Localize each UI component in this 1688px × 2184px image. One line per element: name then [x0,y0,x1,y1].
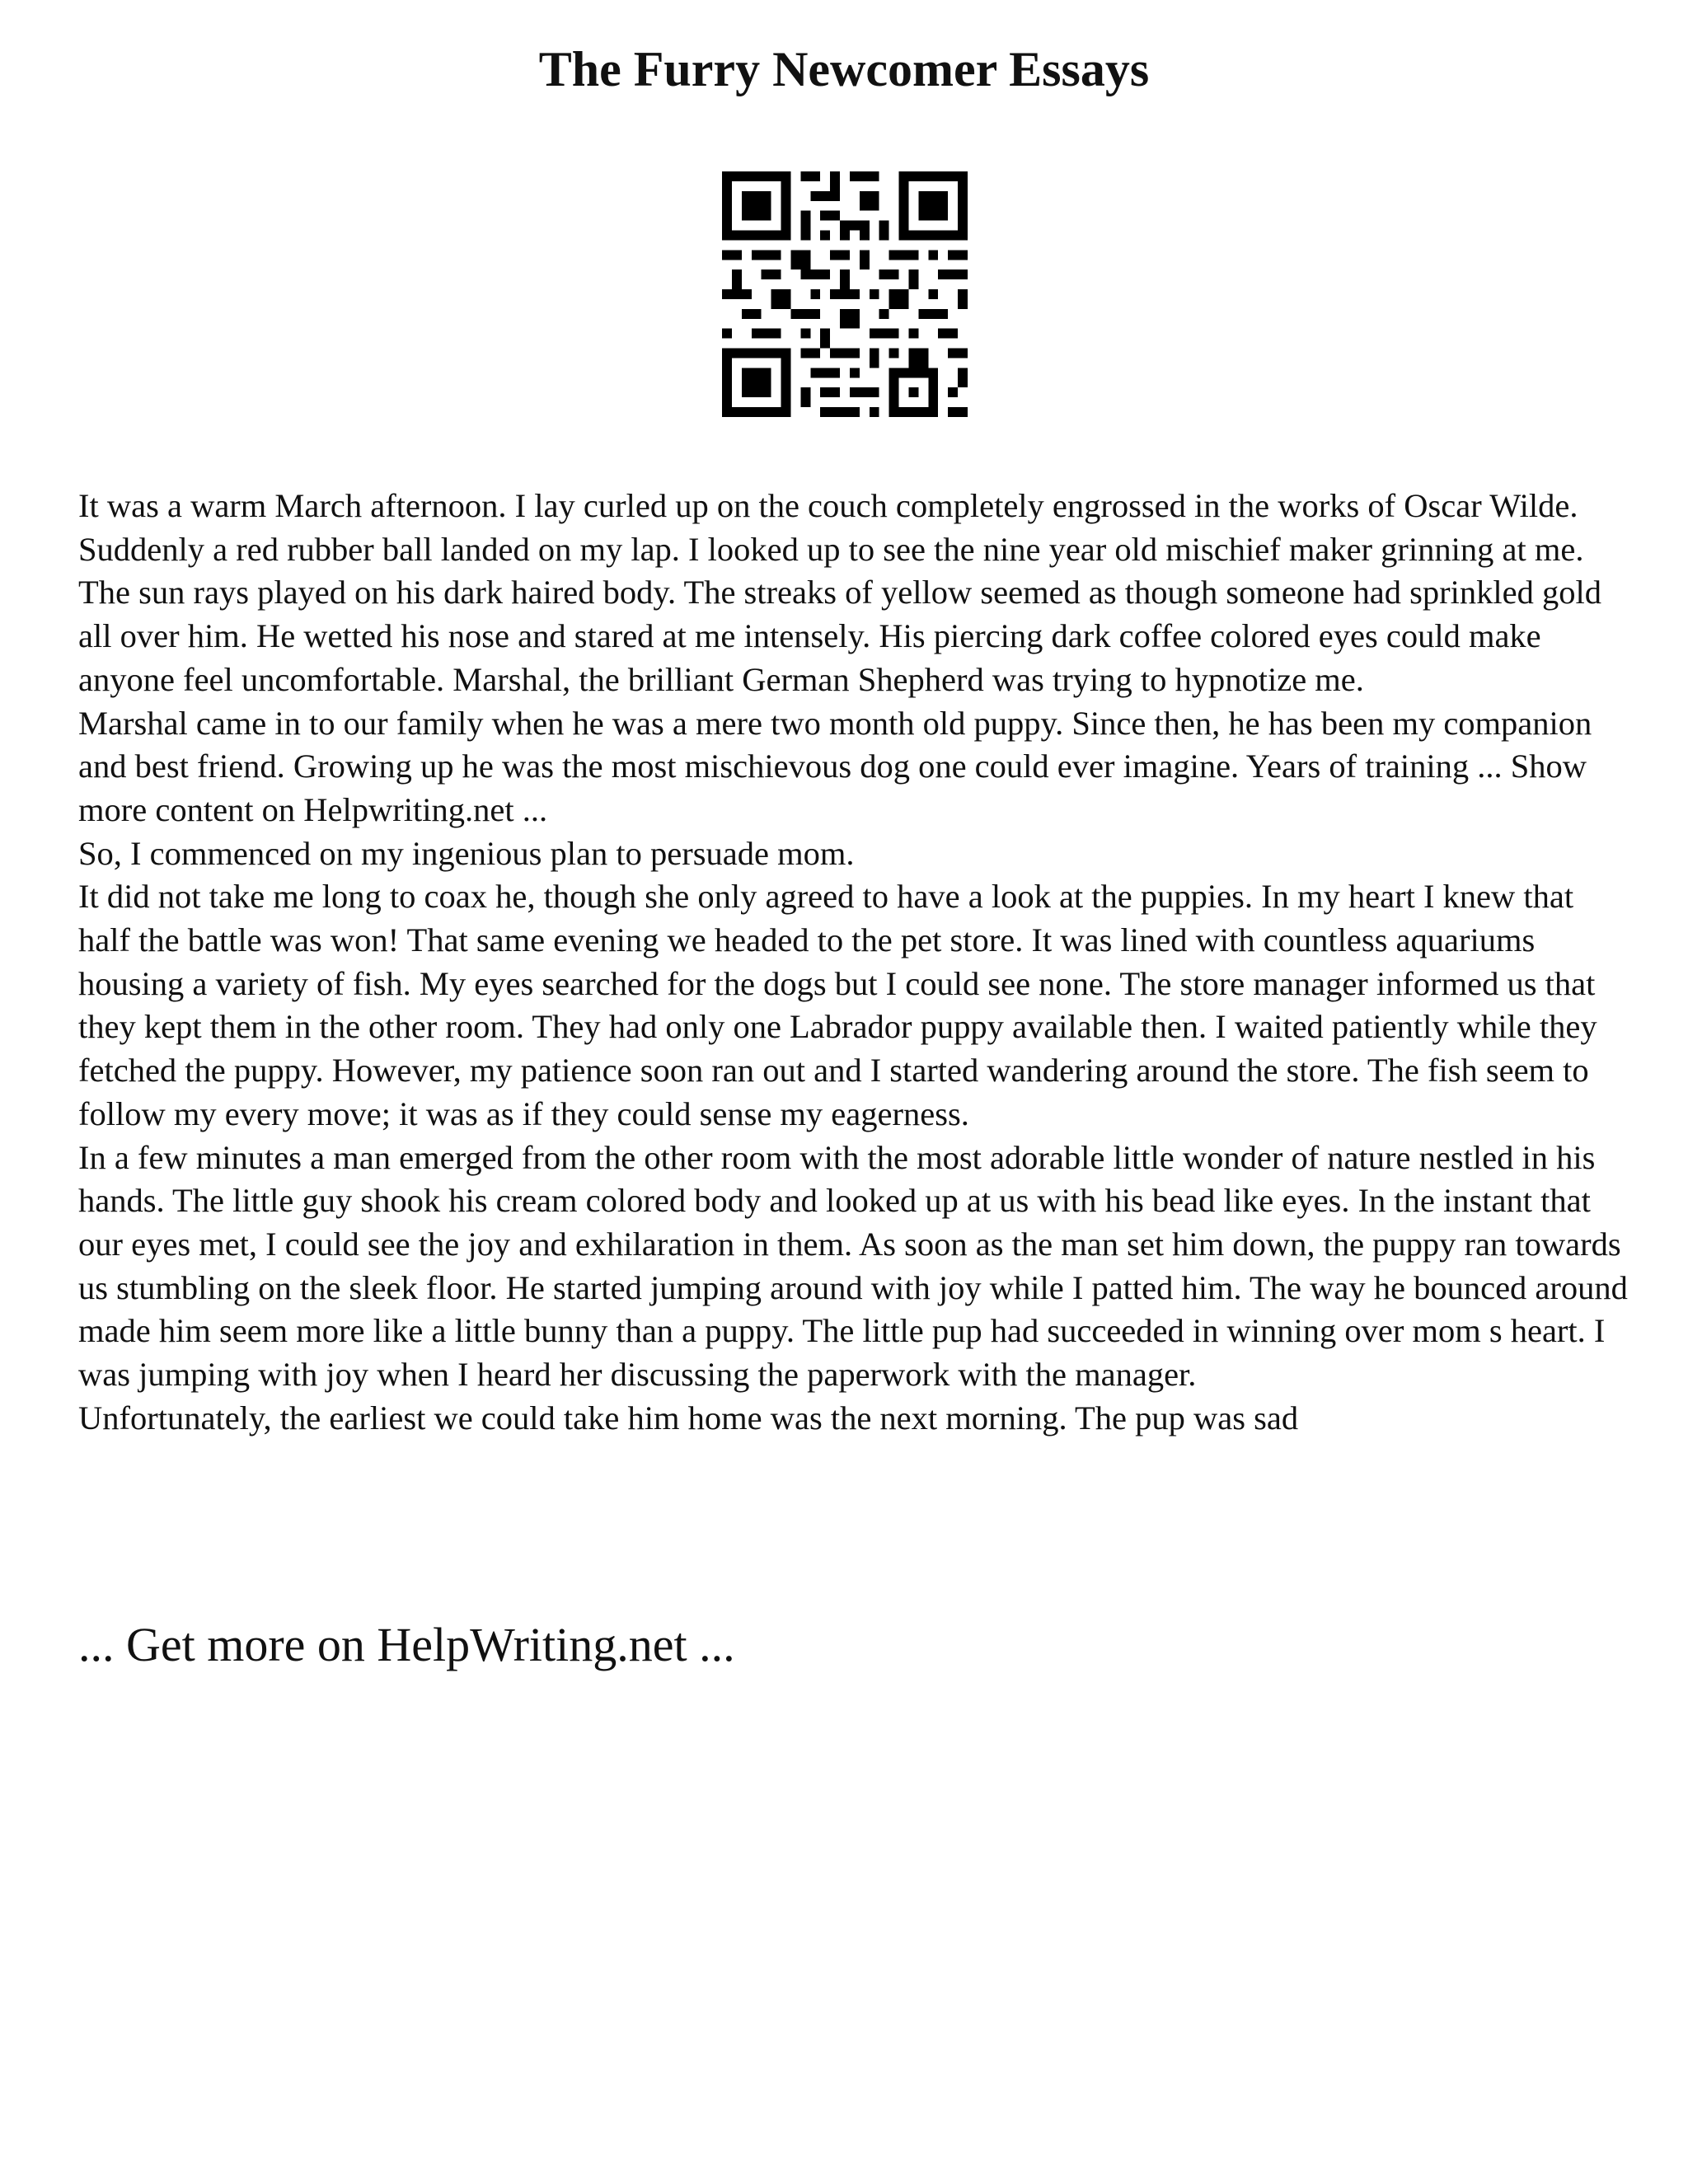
paragraph: In a few minutes a man emerged from the other room with the most adorable little wonder of nature nestled in his hands. The little guy shook his cream colored body and looked up at us with his bead like eyes. In the instant that our eyes met, I could see the joy and exhilaration in them. As soon as the man set him down, the puppy ran towards us stumbling on the sleek floor. He started jumping around with joy while I patted him. The way he bounced around made him seem more like a little bunny than a puppy. The little pup had succeeded in winning over mom s heart. I was jumping with joy when I heard her discussing the paperwork with the manager. [78,1138,1628,1394]
qr-code-icon [722,171,968,417]
paragraph: It was a warm March afternoon. I lay curled up on the couch completely engrossed in the works of Oscar Wilde. Suddenly a red rubber ball landed on my lap. I looked up to see the nine year old mischief maker grinning at me. The sun rays played on his dark haired body. The streaks of yellow seemed as though someone had sprinkled gold all over him. He wetted his nose and stared at me intensely. His piercing dark coffee colored eyes could make anyone feel uncomfortable. Marshal, the brilliant German Shepherd was trying to hypnotize me. [78,487,1601,698]
paragraph: Marshal came in to our family when he was a mere two month old puppy. Since then, he has been my companion and best friend. Growing up he was the most mischievous dog one could ever imagine. Years of training ... Show more content on Helpwriting.net ... [78,704,1592,828]
paragraph: So, I commenced on my ingenious plan to persuade mom. [78,834,855,872]
paragraph: Unfortunately, the earliest we could take him home was the next morning. The pup was sad [78,1399,1299,1436]
paragraph: It did not take me long to coax he, though she only agreed to have a look at the puppies. In my heart I knew that half the battle was won! That same evening we headed to the pet store. It was lined with countless aquariums housing a variety of fish. My eyes searched for the dogs but I could see none. The store manager informed us that they kept them in the other room. They had only one Labrador puppy available then. I waited patiently while they fetched the puppy. However, my patience soon ran out and I started wandering around the store. The fish seem to follow my every move; it was as if they could sense my eagerness. [78,878,1597,1132]
essay-body [78,485,1628,1440]
get-more-link[interactable]: ... Get more on HelpWriting.net ... [78,1618,735,1671]
document-title: The Furry Newcomer Essays [538,42,1150,96]
